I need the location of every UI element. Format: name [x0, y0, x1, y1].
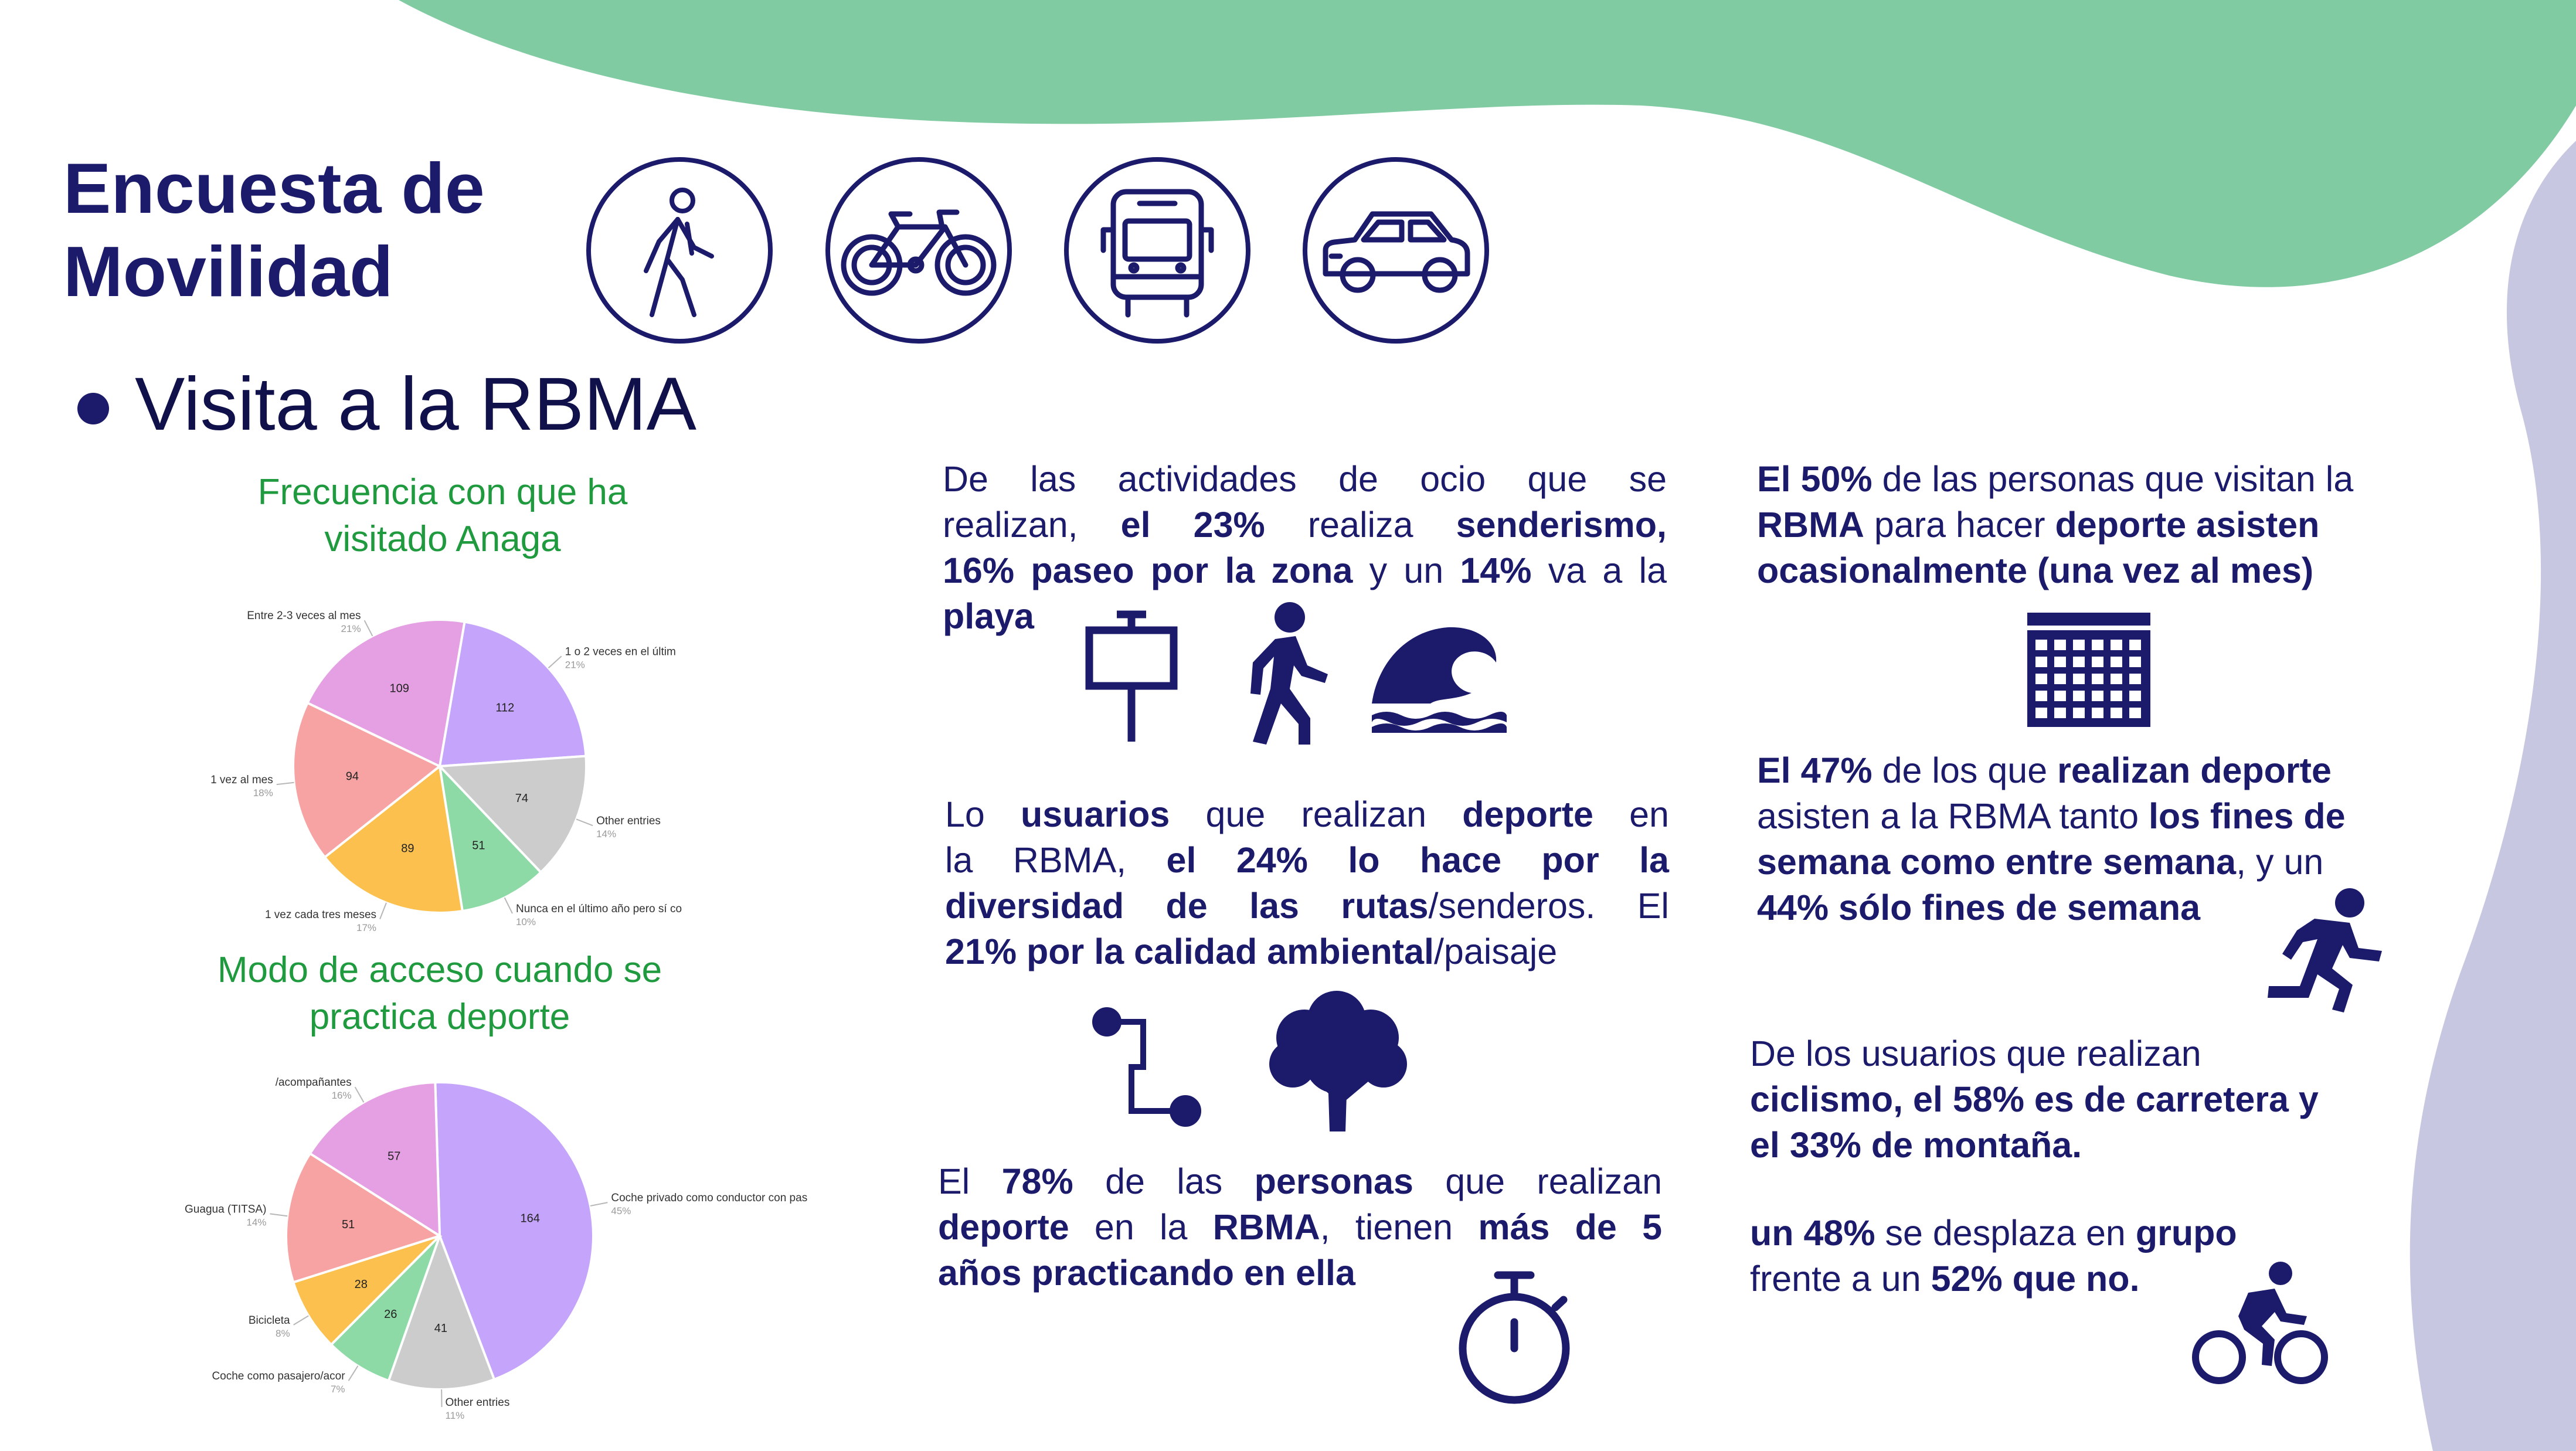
slice-leader-line	[355, 1087, 364, 1102]
usuarios-text-4: la RBMA,	[945, 840, 1167, 880]
pedestrian-icon-circle	[586, 157, 773, 344]
chart2-title	[176, 947, 704, 1041]
tree-icon	[1266, 988, 1410, 1131]
calendar-cell	[2035, 640, 2047, 650]
slice-category-label: Coche privado como conductor con pas	[611, 1192, 808, 1205]
usuarios-bold-24: el 24% lo hace por la	[1166, 840, 1669, 880]
calendar-cell	[2111, 691, 2122, 701]
cuarenta-siete-line-3	[1757, 839, 2490, 885]
car-icon	[1314, 203, 1478, 297]
bus-icon-circle	[1064, 157, 1250, 344]
cincuenta-bold-ocasional: ocasionalmente (una vez al mes)	[1757, 551, 2314, 590]
calendar-cell	[2035, 708, 2047, 718]
cuarenta-siete-line-1	[1757, 747, 2490, 793]
usuarios-text-1: Lo	[945, 794, 1021, 834]
slice-percent-label: 8%	[276, 1327, 290, 1339]
slice-percent-label: 10%	[515, 916, 536, 928]
cuarenta-siete-text-1: de los que	[1872, 750, 2058, 790]
calendar-cell	[2073, 640, 2085, 650]
cincuenta-paragraph	[1757, 456, 2490, 593]
slice-category-label: Nunca en el último año pero sí co	[515, 903, 682, 916]
cuarenta-siete-text-3: , y un	[2236, 842, 2324, 882]
route-icon	[1090, 1005, 1202, 1131]
slice-category-label: Coche como pasajero/acor	[212, 1370, 345, 1383]
ocio-line-2	[943, 502, 1667, 548]
slice-category-label: 1 vez al mes	[210, 774, 273, 787]
slice-category-label: Guagua (TITSA)	[185, 1203, 267, 1216]
personas-text-4: en la	[1069, 1207, 1213, 1247]
usuarios-line-3	[945, 883, 1669, 929]
personas-text-2: de las	[1073, 1161, 1255, 1201]
slice-percent-label: 16%	[331, 1090, 352, 1102]
usuarios-line-4	[945, 929, 1669, 974]
chart1-title-line1: Frecuencia con que ha	[257, 472, 628, 512]
cuarenta-siete-text-2: asisten a la RBMA tanto	[1757, 796, 2149, 836]
bicycle-icon-circle	[825, 157, 1012, 344]
slice-category-label: Bicicleta	[248, 1314, 290, 1327]
slice-leader-line	[294, 1316, 309, 1325]
calendar-cell	[2111, 708, 2122, 718]
usuarios-bold-usuarios: usuarios	[1021, 794, 1170, 834]
usuarios-bold-21: 21% por la calidad ambiental	[945, 932, 1434, 971]
grupo-bold-grupo: grupo	[2135, 1213, 2237, 1253]
personas-line-1	[938, 1158, 1662, 1204]
slice-value-label: 94	[345, 770, 359, 783]
slice-value-label: 26	[384, 1308, 397, 1321]
calendar-cell	[2129, 674, 2141, 684]
slice-percent-label: 18%	[253, 787, 273, 799]
page-title	[63, 147, 485, 313]
ocio-bold-16: 16% paseo por la zona	[943, 551, 1353, 590]
calendar-cell	[2129, 640, 2141, 650]
calendar-cell	[2035, 657, 2047, 667]
slice-leader-line	[349, 1366, 358, 1381]
slice-category-label: 1 o 2 veces en el últim	[565, 645, 676, 658]
personas-bold-mas5: más de 5	[1478, 1207, 1662, 1247]
trail-sign-icon	[1085, 610, 1178, 742]
calendar-cell	[2111, 674, 2122, 684]
cuarenta-siete-bold-47: El 47%	[1757, 750, 1872, 790]
slice-value-label: 57	[388, 1150, 401, 1163]
slice-leader-line	[365, 620, 373, 636]
section-subtitle	[82, 358, 696, 451]
cincuenta-bold-50: El 50%	[1757, 459, 1872, 499]
ciclismo-bold-ciclismo: ciclismo	[1750, 1079, 1894, 1119]
calendar-cell	[2054, 640, 2066, 650]
ocio-text-2: realizan,	[943, 505, 1121, 545]
calendar-cell	[2073, 674, 2085, 684]
car-icon-circle	[1303, 157, 1489, 344]
cincuenta-line-1	[1757, 456, 2490, 502]
title-line-1: Encuesta de	[63, 148, 485, 228]
calendar-cell	[2054, 674, 2066, 684]
slice-value-label: 89	[401, 842, 414, 855]
calendar-cell	[2054, 708, 2066, 718]
personas-bold-deporte: deporte	[938, 1207, 1069, 1247]
calendar-icon	[2027, 613, 2150, 727]
personas-bold-anos: años practicando en ella	[938, 1253, 1355, 1293]
pie-chart-modo-acceso	[0, 1032, 808, 1451]
calendar-cell	[2129, 691, 2141, 701]
running-person-icon	[2262, 886, 2388, 1012]
calendar-cell	[2092, 674, 2103, 684]
cuarenta-siete-bold-deporte: realizan deporte	[2057, 750, 2332, 790]
slice-category-label: /acompañantes	[275, 1076, 352, 1089]
grupo-text-1: se desplaza en	[1875, 1213, 2136, 1253]
ciclismo-line-3	[1750, 1122, 2483, 1168]
cincuenta-line-2	[1757, 502, 2490, 548]
cuarenta-siete-bold-semana: semana como entre semana	[1757, 842, 2237, 882]
title-line-2: Movilidad	[63, 232, 393, 311]
slice-category-label: 1 vez cada tres meses	[264, 908, 377, 921]
ocio-text-5: va a la	[1531, 551, 1667, 590]
slice-leader-line	[505, 898, 512, 913]
usuarios-bold-diversidad: diversidad de las rutas	[945, 886, 1429, 926]
bicycle-icon	[840, 203, 998, 297]
calendar-cell	[2073, 691, 2085, 701]
slice-value-label: 41	[434, 1322, 448, 1336]
grupo-bold-48: un 48%	[1750, 1213, 1875, 1253]
chart1-title	[208, 469, 677, 563]
cuarenta-siete-bold-44: 44% sólo fines de semana	[1757, 888, 2201, 927]
stopwatch-icon	[1457, 1269, 1574, 1407]
pedestrian-icon	[624, 183, 735, 318]
slice-leader-line	[270, 1214, 287, 1216]
slice-value-label: 51	[472, 839, 485, 852]
ciclismo-bold-58: , el 58% es de carretera y	[1893, 1079, 2319, 1119]
bus-icon	[1099, 180, 1216, 321]
ciclismo-bold-33: el 33% de montaña.	[1750, 1125, 2082, 1165]
calendar-cell	[2054, 657, 2066, 667]
usuarios-text-5: /senderos. El	[1428, 886, 1669, 926]
ocio-text-1: De las actividades de ocio que se	[943, 459, 1667, 499]
ocio-text-4: y un	[1352, 551, 1460, 590]
personas-text-5: , tienen	[1320, 1207, 1479, 1247]
slice-value-label: 51	[341, 1218, 355, 1231]
slice-percent-label: 7%	[330, 1384, 345, 1395]
cincuenta-bold-deporte: deporte asisten	[2055, 505, 2320, 545]
cuarenta-siete-bold-fines: los fines de	[2148, 796, 2346, 836]
slice-category-label: Entre 2-3 veces al mes	[247, 610, 361, 623]
usuarios-line-2	[945, 837, 1669, 883]
ocio-bold-playa: playa	[943, 596, 1034, 636]
grupo-line-1	[1750, 1210, 2483, 1256]
calendar-cell	[2073, 708, 2085, 718]
chart2-title-line2: practica deporte	[309, 997, 570, 1037]
subtitle-text: Visita a la RBMA	[135, 362, 696, 446]
cincuenta-text-1: de las personas que visitan la	[1872, 459, 2354, 499]
grupo-bold-52: 52% que no.	[1931, 1259, 2140, 1299]
slice-percent-label: 21%	[341, 623, 361, 635]
slice-leader-line	[548, 656, 561, 668]
slice-percent-label: 14%	[246, 1216, 267, 1228]
usuarios-paragraph	[945, 791, 1669, 974]
grupo-text-2: frente a un	[1750, 1259, 1931, 1299]
slice-value-label: 112	[495, 701, 515, 715]
personas-text-3: que realizan	[1413, 1161, 1663, 1201]
calendar-cell	[2054, 691, 2066, 701]
usuarios-text-6: /paisaje	[1433, 932, 1558, 971]
slice-value-label: 109	[389, 682, 409, 695]
slice-value-label: 74	[515, 792, 528, 806]
calendar-cell	[2129, 708, 2141, 718]
calendar-cell	[2092, 691, 2103, 701]
ocio-bold-23: el 23%	[1120, 505, 1265, 545]
calendar-cell	[2035, 674, 2047, 684]
ocio-line-3	[943, 548, 1667, 593]
slice-value-label: 164	[520, 1212, 540, 1225]
wave-icon	[1366, 621, 1507, 733]
cuarenta-siete-line-2	[1757, 793, 2490, 839]
usuarios-text-2: que realizan	[1170, 794, 1463, 834]
ciclismo-text-1: De los usuarios que realizan	[1750, 1034, 2201, 1073]
usuarios-text-3: en	[1593, 794, 1669, 834]
walking-person-icon	[1234, 601, 1331, 745]
slice-percent-label: 11%	[445, 1409, 465, 1421]
slice-leader-line	[576, 819, 593, 825]
slice-leader-line	[277, 783, 294, 784]
pie-chart-frecuencia	[0, 563, 762, 944]
personas-bold-rbma: RBMA	[1212, 1207, 1320, 1247]
grupo-paragraph	[1750, 1210, 2483, 1302]
calendar-cell	[2092, 708, 2103, 718]
slice-category-label: Other entries	[445, 1396, 510, 1409]
usuarios-bold-deporte: deporte	[1462, 794, 1593, 834]
ocio-text-3: realiza	[1265, 505, 1456, 545]
grupo-line-2	[1750, 1256, 2483, 1302]
personas-line-2	[938, 1204, 1662, 1250]
slice-percent-label: 14%	[596, 828, 617, 840]
calendar-cell	[2129, 657, 2141, 667]
ciclismo-paragraph	[1750, 1031, 2483, 1168]
ocio-bold-14: 14%	[1460, 551, 1532, 590]
slice-percent-label: 45%	[611, 1205, 631, 1217]
personas-bold-personas: personas	[1254, 1161, 1413, 1201]
slice-category-label: Other entries	[596, 815, 661, 828]
calendar-cell	[2111, 640, 2122, 650]
chart1-title-line2: visitado Anaga	[324, 519, 561, 559]
calendar-cell	[2073, 657, 2085, 667]
cincuenta-line-3	[1757, 548, 2490, 593]
slice-percent-label: 21%	[565, 659, 585, 671]
chart2-title-line1: Modo de acceso cuando se	[217, 950, 662, 990]
ciclismo-line-2	[1750, 1076, 2483, 1122]
ocio-line-1	[943, 456, 1667, 502]
cyclist-icon	[2193, 1260, 2327, 1387]
cincuenta-text-2: para hacer	[1864, 505, 2055, 545]
ciclismo-line-1	[1750, 1031, 2483, 1076]
slice-value-label: 28	[354, 1277, 368, 1291]
calendar-cell	[2092, 640, 2103, 650]
personas-bold-78: 78%	[1001, 1161, 1073, 1201]
usuarios-line-1	[945, 791, 1669, 837]
slice-leader-line	[380, 903, 386, 919]
slice-percent-label: 17%	[356, 922, 377, 933]
slice-leader-line	[590, 1202, 607, 1206]
ocio-bold-senderismo: senderismo,	[1456, 505, 1667, 545]
personas-text-1: El	[938, 1161, 1002, 1201]
bullet-dot	[77, 393, 109, 424]
cincuenta-bold-rbma: RBMA	[1757, 505, 1864, 545]
calendar-cell	[2111, 657, 2122, 667]
calendar-cell	[2092, 657, 2103, 667]
calendar-cell	[2035, 691, 2047, 701]
